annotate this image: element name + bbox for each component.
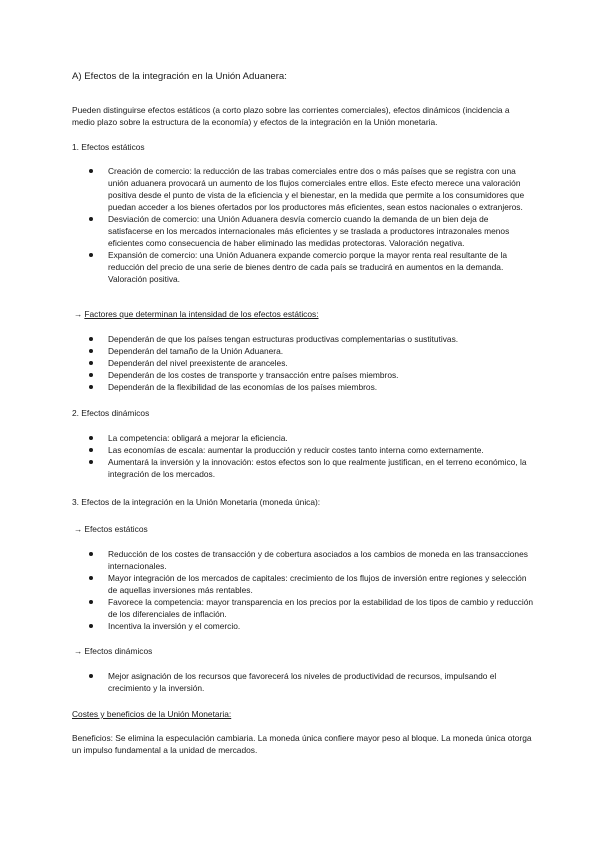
list-item: Incentiva la inversión y el comercio. [72,620,534,632]
section-3-static-title: Efectos estáticos [84,524,148,534]
section-1-list [72,165,534,285]
list-item: Mayor integración de los mercados de capitales: crecimiento de los flujos de inversión entre regiones y selección de aquellas inversiones más rentables. [72,572,534,596]
list-item: Dependerán del tamaño de la Unión Aduanera. [72,345,534,357]
section-2-title: 2. Efectos dinámicos [72,408,150,418]
arrow-right-icon: → [74,646,83,656]
section-3-dynamic-heading [74,645,536,657]
section-3-title: 3. Efectos de la integración en la Unión Monetaria (moneda única): [72,497,321,507]
section-3-dynamic-title: Efectos dinámicos [84,646,153,656]
heading-a: A) Efectos de la integración en la Unión Aduanera: [72,71,287,82]
list-item: La competencia: obligará a mejorar la eficiencia. [72,432,534,444]
section-3-static-list [72,548,534,632]
costs-title: Costes y beneficios de la Unión Monetaria: [72,709,232,719]
list-item: Dependerán de que los países tengan estructuras productivas complementarias o sustitutivas. [72,333,534,345]
list-item: Reducción de los costes de transacción y de cobertura asociados a los cambios de moneda en las transacciones internacionales. [72,548,534,572]
factors-title: Factores que determinan la intensidad de los efectos estáticos: [84,309,319,319]
factors-heading [74,308,536,320]
arrow-right-icon: → [74,524,83,534]
section-3-static-heading [74,523,536,535]
list-item: Creación de comercio: la reducción de las trabas comerciales entre dos o más países que se registra con una unión aduanera provocará un aumento de los flujos comerciales entre ellos. Este efecto merece una valoración positiva desde el punto de vista de la eficiencia y el bienestar, en la medida que permite a los consumidores que puedan acceder a los bienes ofertados por los productores más eficientes, sean estos nacionales o extranjeros. [72,165,534,213]
section-1-title: 1. Efectos estáticos [72,142,145,152]
section-2-list [72,432,534,480]
list-item: Mejor asignación de los recursos que favorecerá los niveles de productividad de recursos, impulsando el crecimiento y la inversión. [72,670,534,694]
intro-paragraph: Pueden distinguirse efectos estáticos (a corto plazo sobre las corrientes comerciales), efectos dinámicos (incidencia a medio plazo sobre la estructura de la economía) y efectos de la integración en la Unión monetaria. [72,105,510,127]
list-item: Desviación de comercio: una Unión Aduanera desvía comercio cuando la demanda de un bien deja de satisfacerse en los mercados internacionales más eficientes y se traslada a productores intrazonales menos eficientes como consecuencia de haber eliminado las medidas protectoras. Valoración negativa. [72,213,534,249]
benefits-paragraph: Beneficios: Se elimina la especulación cambiaria. La moneda única confiere mayor peso al bloque. La moneda única otorga un impulso fundamental a la unidad de mercados. [72,733,532,755]
list-item: Las economías de escala: aumentar la producción y reducir costes tanto interna como externamente. [72,444,534,456]
list-item: Dependerán de los costes de transporte y transacción entre países miembros. [72,369,534,381]
list-item: Favorece la competencia: mayor transparencia en los precios por la estabilidad de los tipos de cambio y reducción de los diferenciales de inflación. [72,596,534,620]
arrow-right-icon: → [74,309,83,319]
list-item: Dependerán de la flexibilidad de las economías de los países miembros. [72,381,534,393]
section-3-dynamic-list [72,670,534,694]
list-item: Expansión de comercio: una Unión Aduanera expande comercio porque la mayor renta real resultante de la reducción del precio de una serie de bienes dentro de cada país se traducirá en aumentos en la demanda. Valoración positiva. [72,249,534,285]
list-item: Aumentará la inversión y la innovación: estos efectos son lo que realmente justifican, en el terreno económico, la integración de los mercados. [72,456,534,480]
factors-list [72,333,534,393]
list-item: Dependerán del nivel preexistente de aranceles. [72,357,534,369]
